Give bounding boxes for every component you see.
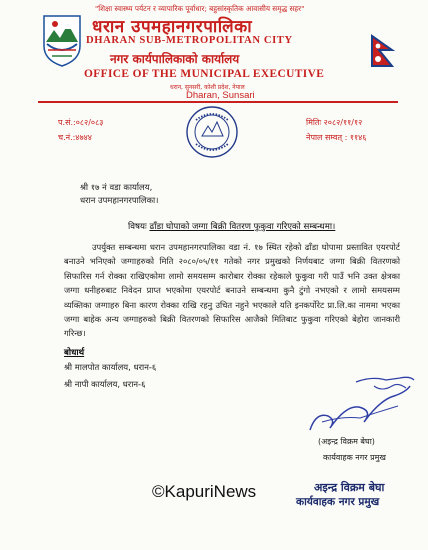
nepal-sambat: नेपाल सम्वत् : ११४६	[306, 133, 367, 142]
title-nepali: धरान उपमहानगरपालिका	[92, 17, 253, 37]
cc-line-1: श्री मालपोत कार्यालय, धरान-६	[64, 362, 157, 372]
stamp-title: कार्यवाहक नगर प्रमुख	[296, 496, 380, 508]
address-nepali: धरान, सुनसरी, कोशी प्रदेश, नेपाल	[170, 84, 245, 91]
recipient-line-2: धरान उपमहानगरपालिका।	[80, 195, 159, 205]
signatory-title: कार्यवाहक नगर प्रमुख	[323, 453, 386, 462]
subject-line	[128, 220, 335, 232]
letterhead-motto: "शिक्षा स्वास्थ्य पर्यटन र व्यापारिक पूर्वाधार; बहुसांस्कृतिक आवासीय समृद्ध सहर"	[95, 4, 305, 13]
letterhead-rule	[38, 101, 398, 103]
city-english: Dharan, Sunsari	[186, 90, 255, 101]
nepal-flag-icon	[370, 34, 396, 68]
office-english: OFFICE OF THE MUNICIPAL EXECUTIVE	[84, 68, 325, 80]
recipient-line-1: श्री १७ नं वडा कार्यालय,	[80, 182, 153, 192]
dispatch-number: च.नं.:४७४४	[58, 133, 92, 142]
watermark: ©KapuriNews	[152, 482, 257, 501]
stamp-name: अइन्द्र विक्रम बेघा	[314, 481, 385, 494]
office-seal	[184, 104, 240, 160]
reference-number: प.सं.:०८२/०८३	[58, 118, 104, 127]
office-nepali: नगर कार्यपालिकाको कार्यालय	[110, 52, 240, 66]
cc-line-2: श्री नापी कार्यालय, धरान-६	[64, 379, 146, 389]
handwritten-signature	[302, 372, 420, 434]
letter-body	[64, 240, 400, 341]
subject-text: ढाँडा घोपाको जग्गा बिक्री वितरण फुकुवा गरिएको सम्बन्धमा।	[149, 222, 336, 232]
cc-label: बोधार्थ	[64, 348, 85, 358]
subject-label: विषयः	[128, 222, 147, 232]
municipal-logo	[38, 12, 86, 68]
title-english: DHARAN SUB-METROPOLITAN CITY	[86, 35, 293, 46]
body-paragraph: उपर्युक्त सम्बन्धमा धरान उपमहानगरपालिका वडा नं. १७ स्थित रहेको ढाँडा घोपामा प्रस्तावित एयरपोर्ट बनाउने भनिएको जग्गाहरुको मिति २०८०/०५/११ गतेको नगर प्रमुखको निर्णयबाट जग्गा बिक्री वितरणको सिफारिस गर्न रोक्का राखिएकोमा लामो समयसम्म कारोबार रोक्का रहेकाले फुकुवा गरी पाउँ भनि उक्त क्षेत्रका जग्गा धनीहरुबाट निवेदन प्राप्त भएकोमा एयरपोर्ट बनाउने सम्बन्धमा कुनै टुंगो नभएको र लामो समयसम्म व्यक्तिका जग्गाहरु बिना कारण रोक्का राखि रहनु उचित नहुने भएकाले यति इनकर्पोरेट प्रा.लि.का नाममा भएका जग्गा बाहेक अन्य जग्गाहरुको बिक्री वितरणको सिफारिस आजैको मितिबाट फुकुवा गरिएको बेहोरा जानकारी गरिन्छ।	[64, 242, 400, 339]
letter-date: मितिः २०८२/११/१२	[306, 118, 363, 127]
signatory-name: (अइन्द्र विक्रम बेघा)	[318, 437, 375, 446]
